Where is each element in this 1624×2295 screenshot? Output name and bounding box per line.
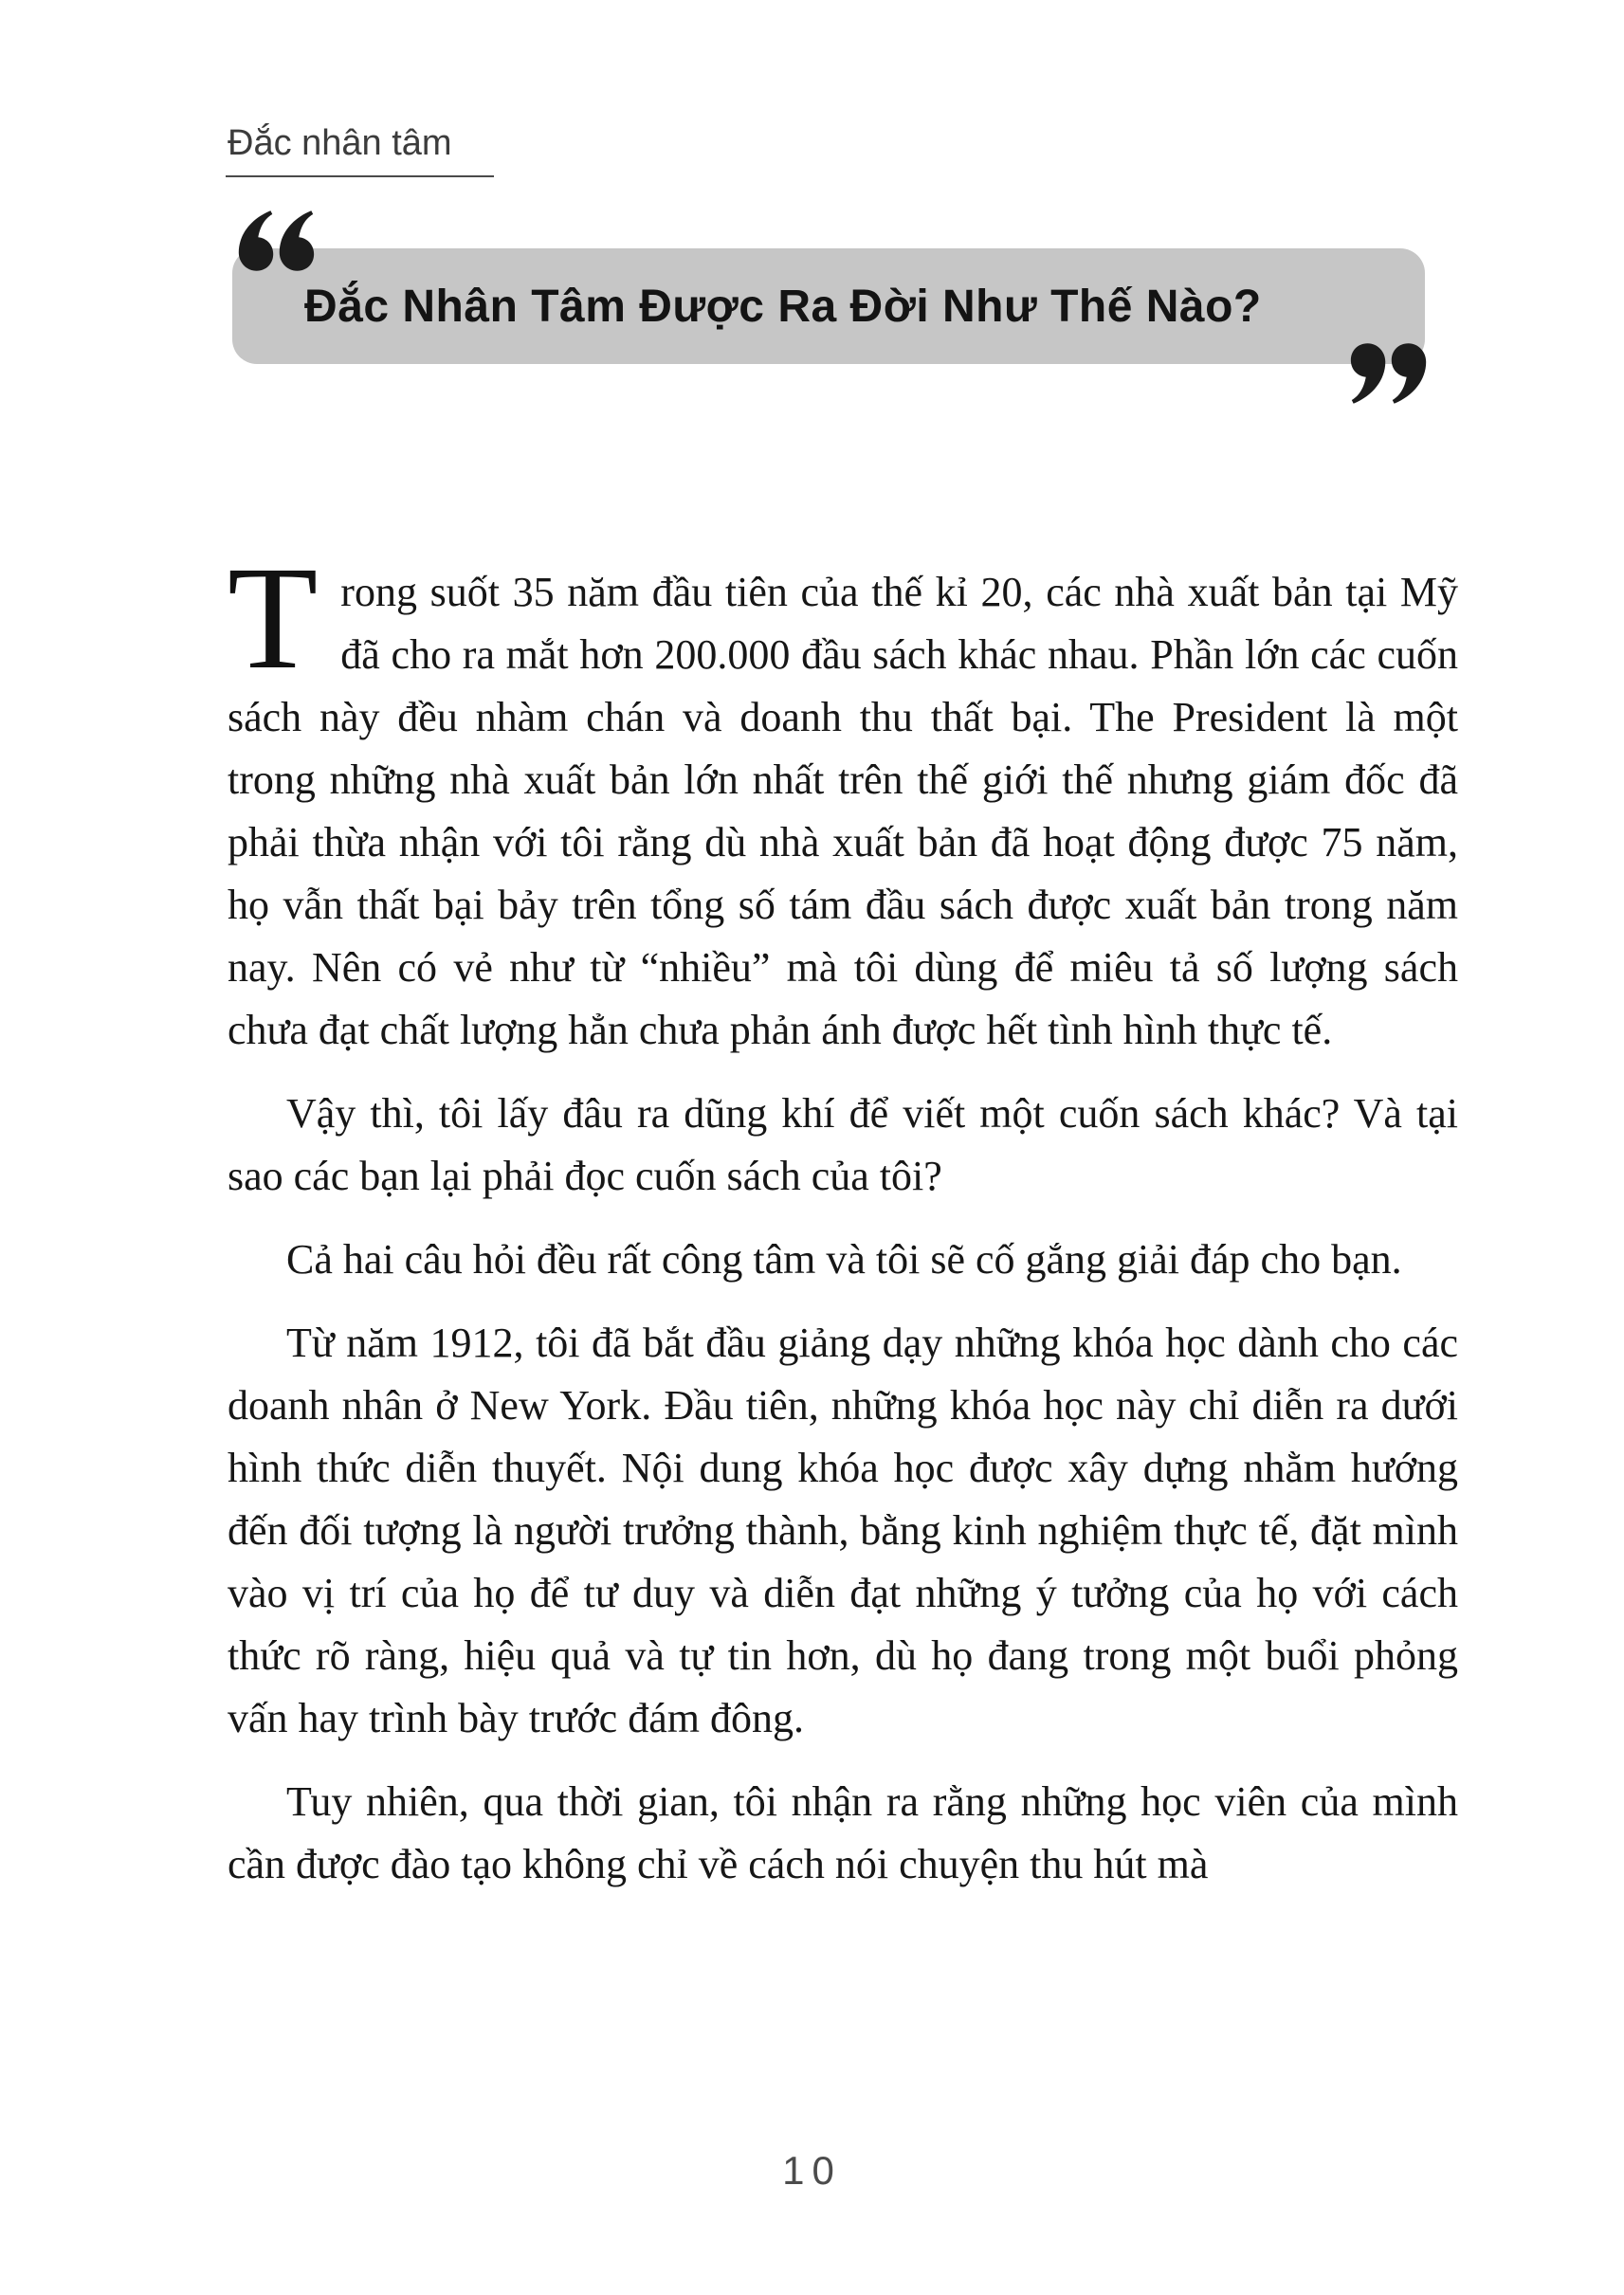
body-text [228, 536, 1458, 1917]
drop-cap: T [228, 536, 319, 700]
paragraph: Cả hai câu hỏi đều rất công tâm và tôi sẽ cố gắng giải đáp cho bạn. [286, 1236, 1402, 1283]
paragraph: Từ năm 1912, tôi đã bắt đầu giảng dạy những khóa học dành cho các doanh nhân ở New York. Đầu tiên, những khóa học này chỉ diễn ra dưới hình thức diễn thuyết. Nội dung khóa học được xây dựng nhằm hướng đến đối tượng là người trưởng thành, bằng kinh nghiệm thực tế, đặt mình vào vị trí của họ để tư duy và diễn đạt những ý tưởng của họ với cách thức rõ ràng, hiệu quả và tự tin hơn, dù họ đang trong một buổi phỏng vấn hay trình bày trước đám đông. [228, 1320, 1458, 1741]
paragraph: Tuy nhiên, qua thời gian, tôi nhận ra rằng những học viên của mình cần được đào tạo không chỉ về cách nói chuyện thu hút mà [228, 1778, 1458, 1887]
closing-quote-icon [1349, 339, 1429, 408]
chapter-title-box [232, 248, 1425, 364]
opening-quote-icon [236, 207, 316, 275]
chapter-title-block [232, 248, 1425, 364]
chapter-title: Đắc Nhân Tâm Được Ra Đời Như Thế Nào? [304, 281, 1262, 332]
paragraph-text: rong suốt 35 năm đầu tiên của thế kỉ 20, các nhà xuất bản tại Mỹ đã cho ra mắt hơn 200.000 đầu sách khác nhau. Phần lớn các cuốn sách này đều nhàm chán và doanh thu thất bại. The President là một trong những nhà xuất bản lớn nhất trên thế giới thế nhưng giám đốc đã phải thừa nhận với tôi rằng dù nhà xuất bản đã hoạt động được 75 năm, họ vẫn thất bại bảy trên tổng số tám đầu sách được xuất bản trong năm nay. Nên có vẻ như từ “nhiều” mà tôi dùng để miêu tả số lượng sách chưa đạt chất lượng hẳn chưa phản ánh được hết tình hình thực tế. [228, 569, 1458, 1053]
paragraph: Vậy thì, tôi lấy đâu ra dũng khí để viết một cuốn sách khác? Và tại sao các bạn lại phải đọc cuốn sách của tôi? [228, 1090, 1458, 1199]
page-number: 10 [782, 2148, 842, 2193]
paragraph [228, 536, 1458, 1062]
running-head: Đắc nhân tâm [226, 123, 494, 177]
